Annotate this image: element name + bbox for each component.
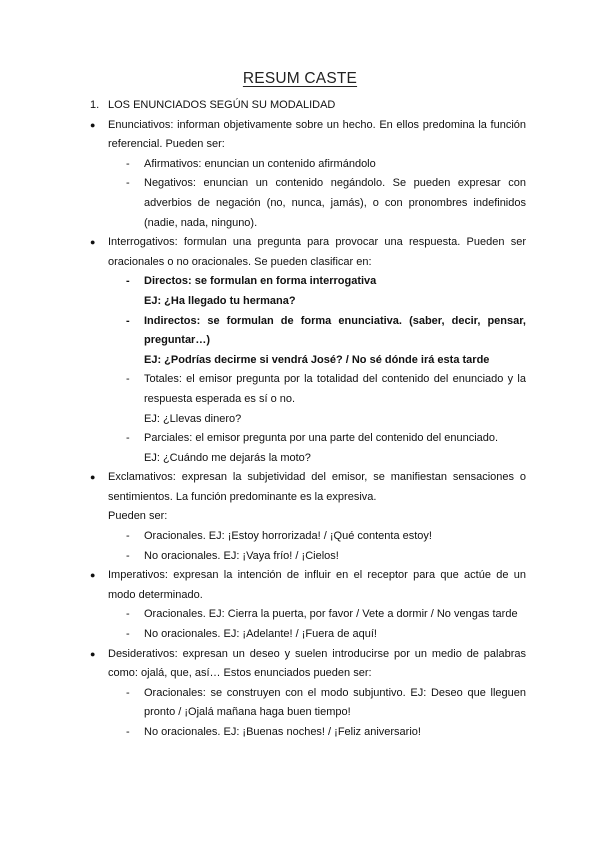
text-line: respuesta esperada es sí o no. [144,392,296,405]
dash-icon: - [126,314,130,327]
text-line: oracionales o no oracionales. Se pueden clasificar en: [108,255,372,268]
list-item-interrogativos: ● Interrogativos: formulan una pregunta para provocar una respuesta. Pueden ser [90,233,526,253]
sub-item-oracionales: - Oracionales: se construyen con el modo subjuntivo. EJ: Deseo que lleguen [90,684,526,704]
bullet-icon: ● [90,472,96,483]
text-line: pronto / ¡Ojalá mañana haga buen tiempo! [144,706,351,719]
list-item-desiderativos: ● Desiderativos: expresan un deseo y suelen introducirse por un medio de palabras [90,645,526,665]
example-line: EJ: ¿Cuándo me dejarás la moto? [144,451,311,464]
dash-icon: - [126,628,130,641]
sub-item-afirmativos: - Afirmativos: enuncian un contenido afirmándolo [90,155,526,175]
section-number: 1. [90,99,100,111]
section-heading: 1. LOS ENUNCIADOS SEGÚN SU MODALIDAD [90,96,526,116]
example-line: EJ: ¿Podrías decirme si vendrá José? / No sé dónde irá esta tarde [144,353,490,366]
text-line: adverbios de negación (no, nunca, jamás), o con pronombres indefinidos [144,196,526,209]
sub-item-indirectos: - Indirectos: se formulan de forma enunciativa. (saber, decir, pensar, [90,312,526,332]
text-line: sentimientos. La función predominante es la expresiva. [108,490,377,503]
sub-item-parciales: - Parciales: el emisor pregunta por una parte del contenido del enunciado. [90,429,526,449]
sub-item-oracionales: - Oracionales. EJ: ¡Estoy horrorizada! / ¡Qué contenta estoy! [90,527,526,547]
dash-icon: - [126,686,130,699]
sub-item-no-oracionales: - No oracionales. EJ: ¡Buenas noches! / ¡Feliz aniversario! [90,723,526,743]
dash-icon: - [126,373,130,386]
dash-icon: - [126,177,130,190]
text-line: referencial. Pueden ser: [108,138,225,151]
bullet-icon: ● [90,119,96,130]
dash-icon: - [126,549,130,562]
dash-icon: - [126,432,130,445]
dash-icon: - [126,157,130,170]
bullet-icon: ● [90,570,96,581]
sub-item-negativos: - Negativos: enuncian un contenido negándolo. Se pueden expresar con [90,174,526,194]
dash-icon: - [126,608,130,621]
dash-icon: - [126,530,130,543]
text-line: modo determinado. [108,588,203,601]
sub-item-totales: - Totales: el emisor pregunta por la totalidad del contenido del enunciado y la [90,370,526,390]
sub-item-no-oracionales: - No oracionales. EJ: ¡Adelante! / ¡Fuera de aquí! [90,625,526,645]
sub-item-oracionales: - Oracionales. EJ: Cierra la puerta, por favor / Vete a dormir / No vengas tarde [90,605,526,625]
text-line: (nadie, nada, ninguno). [144,216,258,229]
text-line: preguntar…) [144,334,210,347]
bullet-icon: ● [90,648,96,659]
document-body [90,96,526,743]
example-line: EJ: ¿Ha llegado tu hermana? [144,294,296,307]
list-item-imperativos: ● Imperativos: expresan la intención de influir en el receptor para que actúe de un [90,566,526,586]
sub-item-no-oracionales: - No oracionales. EJ: ¡Vaya frío! / ¡Cielos! [90,547,526,567]
dash-icon: - [126,726,130,738]
bullet-icon: ● [90,237,96,248]
example-line: EJ: ¿Llevas dinero? [144,412,242,425]
text-line: Pueden ser: [108,510,168,523]
document-title: RESUM CASTE [242,70,358,87]
sub-item-directos: - Directos: se formulan en forma interrogativa [90,272,526,292]
dash-icon: - [126,275,130,288]
list-item-exclamativos: ● Exclamativos: expresan la subjetividad del emisor, se manifiestan sensaciones o [90,468,526,488]
text-line: como: ojalá, que, así… Estos enunciados pueden ser: [108,667,372,680]
list-item-enunciativos: ● Enunciativos: informan objetivamente sobre un hecho. En ellos predomina la función [90,116,526,136]
